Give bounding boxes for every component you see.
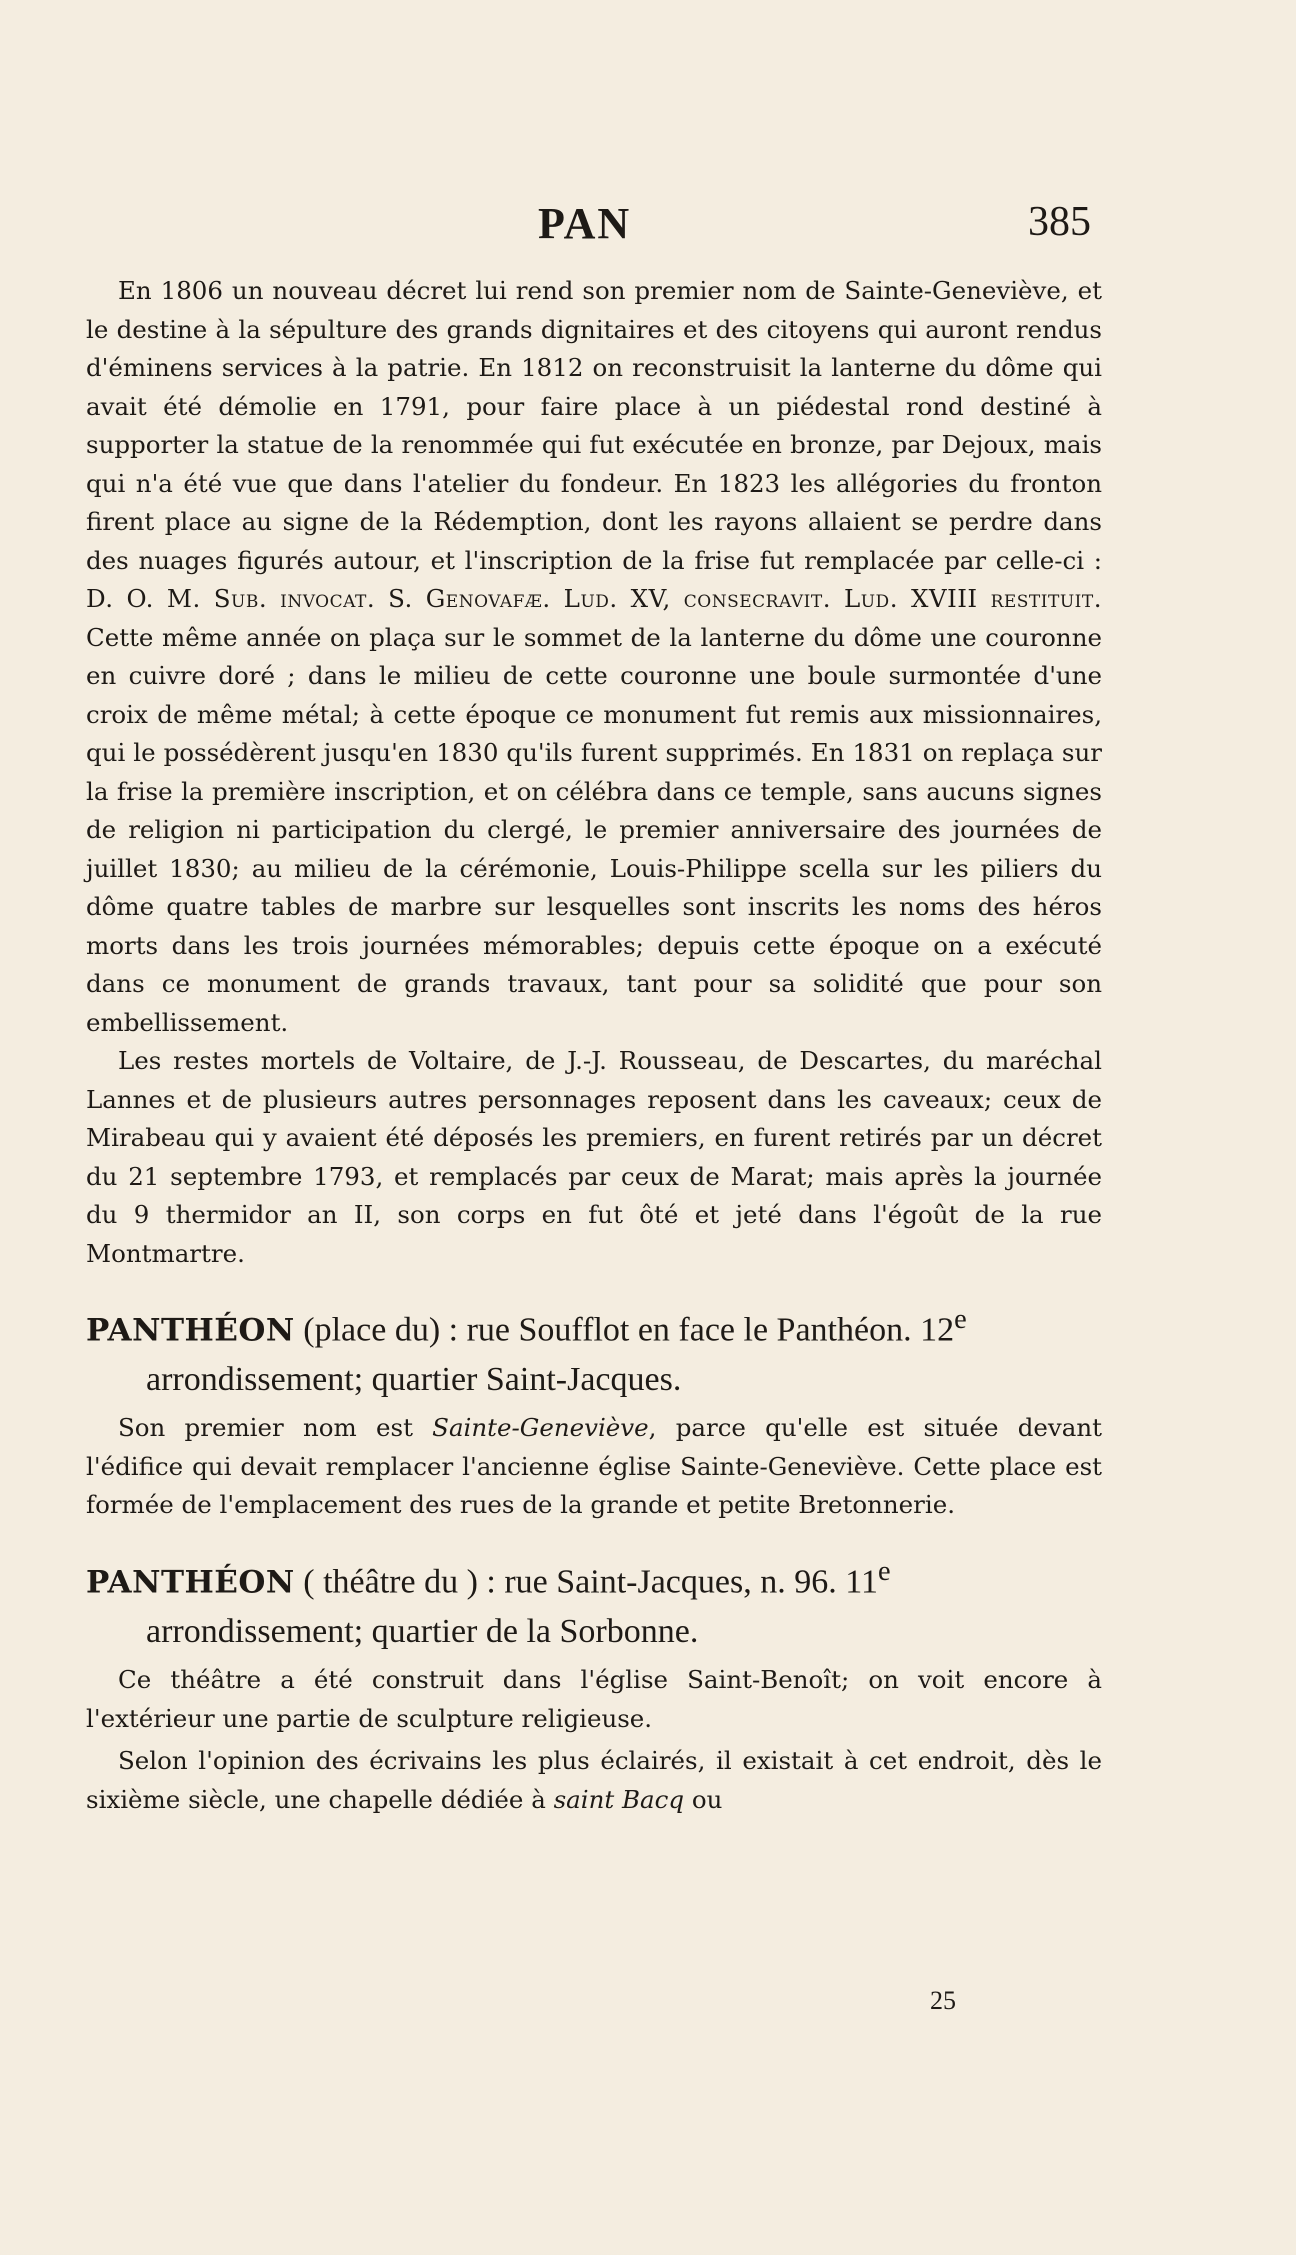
description-paragraph: [86, 1409, 1102, 1525]
paragraph-history-text-2: Cette même année on plaça sur le sommet de la lanterne du dôme une couronne en cuivre doré ; dans le milieu de cette couronne une boule surmontée d'une croix de même métal; à cette époque ce monument fut remis aux missionnaires, qui le possédèrent jusqu'en 1830 qu'ils furent supprimés. En 1831 on replaça sur la frise la première inscription, et on célébra dans ce temple, sans aucuns signes de religion ni participation du clergé, le premier anniversaire des journées de juillet 1830; au milieu de la cérémonie, Louis-Philippe scella sur les piliers du dôme quatre tables de marbre sur lesquelles sont inscrits les noms des héros morts dans les trois journées mémorables; depuis cette époque on a exécuté dans ce monument de grands travaux, tant pour sa solidité que pour son embellissement.: [86, 622, 1102, 1037]
entry-arrondissement-number: 12: [920, 1311, 955, 1349]
entry-location: (place du) : rue Soufflot en face le Panthéon.: [303, 1311, 912, 1349]
entry-description: [86, 1661, 1102, 1819]
description-text: Selon l'opinion des écrivains les plus éclairés, il existait à cet endroit, dès le sixième siècle, une chapelle dédiée à: [86, 1746, 1102, 1814]
description-text: Son premier nom est: [118, 1413, 433, 1443]
page-body: [86, 272, 1102, 1819]
description-paragraph: [86, 1742, 1102, 1819]
signature-mark: 25: [930, 1986, 956, 2015]
entry-heading: [86, 1295, 1102, 1405]
page-header: [0, 198, 1296, 258]
description-text-rest: ou: [684, 1784, 723, 1814]
paragraph-remains: Les restes mortels de Voltaire, de J.-J. Rousseau, de Descartes, du maréchal Lannes et de plusieurs autres personnages reposent dans les caveaux; ceux de Mirabeau qui y avaient été déposés les premiers, en furent retirés par un décret du 21 septembre 1793, et remplacés par ceux de Marat; mais après la journée du 9 thermidor an II, son corps en fut ôté et jeté dans l'égoût de la rue Montmartre.: [86, 1046, 1102, 1268]
entry-location: ( théâtre du ) : rue Saint-Jacques, n. 96.: [303, 1563, 837, 1601]
entry-headword: PANTHÉON: [86, 1312, 295, 1349]
entry-arrondissement-suffix: e: [877, 1555, 891, 1587]
entry-heading: [86, 1547, 1102, 1657]
entry-arrondissement-suffix: e: [954, 1304, 967, 1335]
entry-description: [86, 1409, 1102, 1525]
page-number: 385: [1028, 199, 1091, 245]
entry-arrondissement: arrondissement; quartier Saint-Jacques.: [146, 1361, 682, 1399]
entry-headword: PANTHÉON: [86, 1564, 295, 1601]
paragraph-history: [86, 272, 1102, 1042]
running-title: PAN: [538, 199, 632, 248]
entry-arrondissement: arrondissement; quartier de la Sorbonne.: [146, 1613, 699, 1651]
frieze-inscription: D. O. M. Sub. invocat. S. Genovafæ. Lud. XV, consecravit. Lud. XVIII restituit.: [86, 584, 1102, 613]
description-text-rest: , parce qu'elle est située devant l'édifice qui devait remplacer l'ancienne église Sainte-Geneviève. Cette place est formée de l'emplacement des rues de la grande et petite Bretonnerie.: [86, 1413, 1102, 1520]
entry-theatre-du-pantheon: [86, 1547, 1102, 1819]
entry-place-du-pantheon: [86, 1295, 1102, 1525]
description-text: Ce théâtre a été construit dans l'église Saint-Benoît; on voit encore à l'extérieur une partie de sculpture religieuse.: [86, 1665, 1102, 1733]
description-paragraph: [86, 1661, 1102, 1738]
description-italic: saint Bacq: [553, 1784, 685, 1814]
description-italic: Sainte-Geneviève: [432, 1413, 649, 1443]
paragraph-history-text-1: En 1806 un nouveau décret lui rend son premier nom de Sainte-Geneviève, et le destine à la sépulture des grands dignitaires et des citoyens qui auront rendus d'éminens services à la patrie. En 1812 on reconstruisit la lanterne du dôme qui avait été démolie en 1791, pour faire place à un piédestal rond destiné à supporter la statue de la renommée qui fut exécutée en bronze, par Dejoux, mais qui n'a été vue que dans l'atelier du fondeur. En 1823 les allégories du fronton firent place au signe de la Rédemption, dont les rayons allaient se perdre dans des nuages figurés autour, et l'inscription de la frise fut remplacée par celle-ci :: [86, 276, 1102, 575]
entry-arrondissement-number: 11: [845, 1563, 878, 1601]
